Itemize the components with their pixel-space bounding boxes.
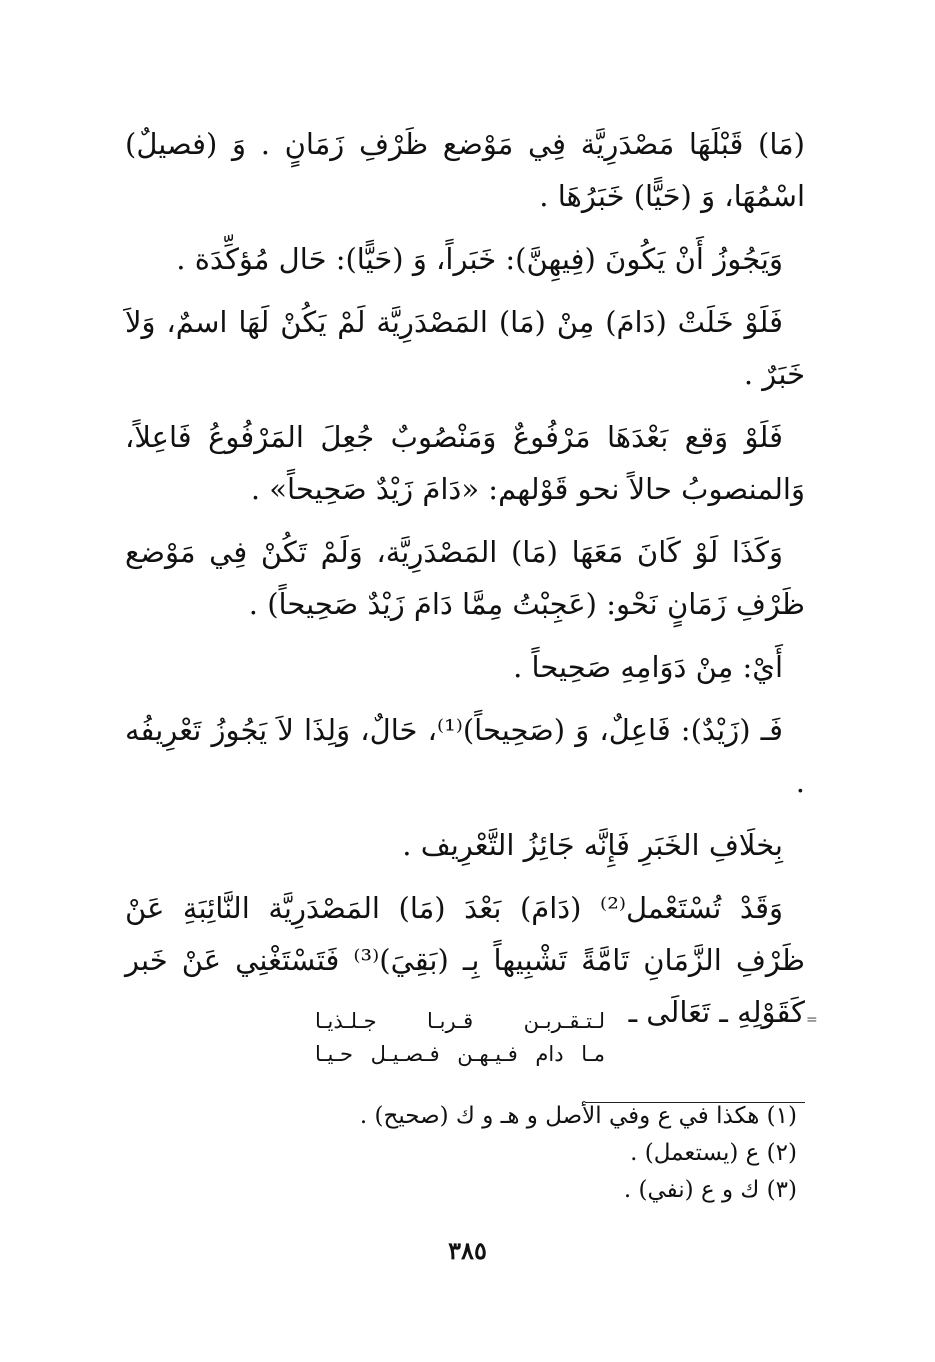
paragraph: فَلَوْ وَقع بَعْدَهَا مَرْفُوعٌ وَمَنْصُوبٌ جُعِلَ المَرْفُوعُ فَاعِلاً، وَالمنصوبُ حالاً نحو قَوْلهم: «دَامَ زَيْدٌ صَحِيحاً» . <box>125 420 805 506</box>
footnote: (٢) ع (يستعمل) . <box>630 1140 797 1166</box>
footnote: (٣) ك و ع (نفي) . <box>623 1177 797 1203</box>
paragraph: (مَا) قَبْلَهَا مَصْدَرِيَّة فِي مَوْضع ظَرْفِ زَمَانٍ . وَ (فصيلٌ) اسْمُهَا، وَ (حَيًّا) خَبَرُهَا . <box>125 127 805 213</box>
paragraph: وَيَجُوزُ أَنْ يَكُونَ (فِيهِنَّ): خَبَراً، وَ (حَيًّا): حَال مُؤكِّدَة . <box>176 242 783 276</box>
paragraph: أَيْ: مِنْ دَوَامِهِ صَحِيحاً . <box>513 650 783 684</box>
page-number: ٣٨٥ <box>448 1236 487 1265</box>
verse-marker: = <box>806 1012 818 1028</box>
paragraph: فَلَوْ خَلَتْ (دَامَ) مِنْ (مَا) المَصْدَرِيَّة لَمْ يَكُنْ لَهَا اسمٌ، وَلاَ خَبَرٌ . <box>125 305 805 391</box>
paragraph: وَكَذَا لَوْ كَانَ مَعَهَا (مَا) المَصْدَرِيَّة، وَلَمْ تَكُنْ فِي مَوْضع ظَرْفِ زَمَانٍ نَحْو: (عَجِبْتُ مِمَّا دَامَ زَيْدٌ صَحِيحاً) . <box>125 535 805 621</box>
verse-line: مـا دام فـيـهـن فـصـيـل حـيـا <box>315 1042 605 1066</box>
paragraph: بِخلَافِ الخَبَرِ فَإِنَّه جَائِزُ التَّعْرِيف . <box>402 828 783 862</box>
footnote: (١) هكذا في ع وفي الأصل و هـ و ك (صحيح) . <box>359 1103 797 1129</box>
poetry-verse <box>315 1005 605 1071</box>
footnotes <box>137 1098 797 1209</box>
paragraph: وَقَدْ تُسْتَعْمل⁽²⁾ (دَامَ) بَعْدَ (مَا) المَصْدَرِيَّة النَّائِبَةِ عَنْ ظَرْفِ الزَّمَانِ تَامَّةً تَشْبِيهاً بِـ (بَقِيَ)⁽³⁾ فَتَسْتَغْنِي عَنْ خَبر كَقَوْلِهِ ـ تَعَالَى ـ <box>125 891 805 1029</box>
verse-line: لـتـقـربـن قـربـا جـلـذيـا <box>315 1009 605 1033</box>
paragraph: فَـ (زَيْدٌ): فَاعِلٌ، وَ (صَحِيحاً)⁽¹⁾، حَالٌ، وَلِذَا لاَ يَجُوزُ تَعْرِيفُه . <box>125 713 805 799</box>
main-text <box>125 118 805 1049</box>
